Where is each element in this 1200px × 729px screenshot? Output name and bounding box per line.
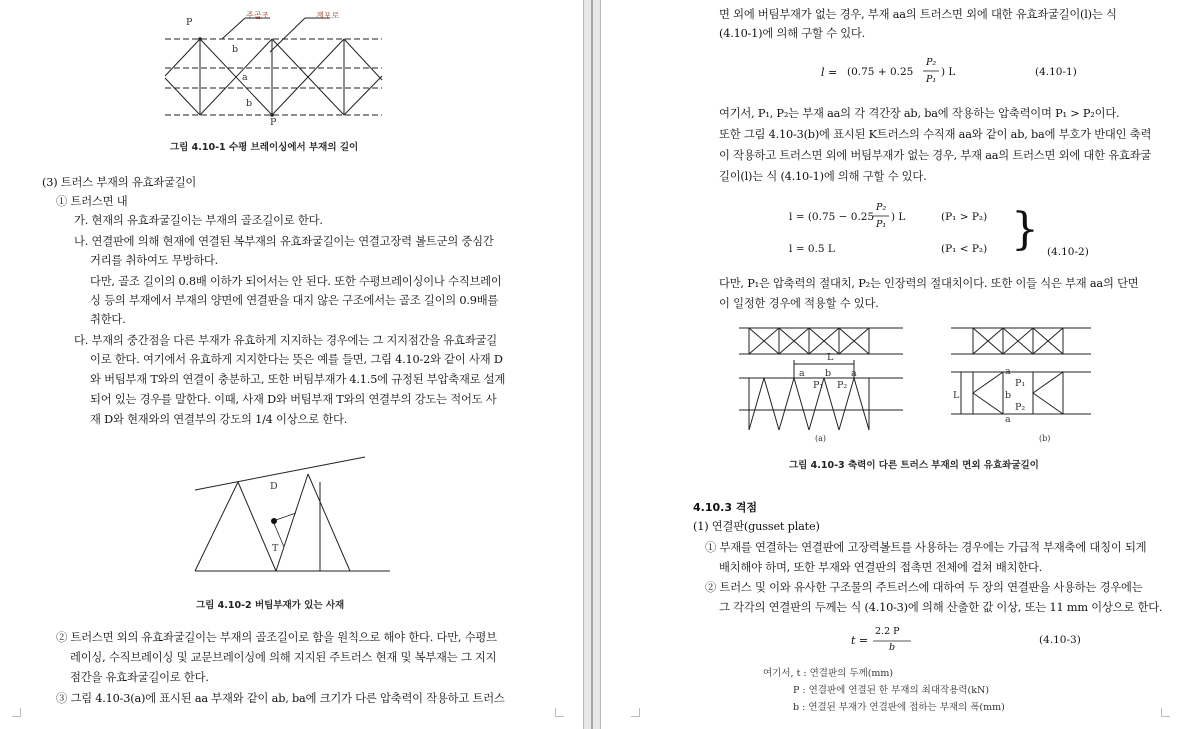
- intro-line2: (4.10-1)에 의해 구할 수 있다.: [719, 27, 866, 40]
- para2-line4: 길이(l)는 식 (4.10-1)에 의해 구할 수 있다.: [719, 170, 927, 183]
- fig2-label-t: T: [272, 543, 279, 554]
- eq2-number: (4.10-2): [1047, 246, 1089, 258]
- left-page: [0, 0, 583, 729]
- eq2-brace: }: [1011, 204, 1039, 255]
- page-corner-mark: [631, 708, 640, 717]
- item-2-line1: ② 트러스면 외의 유효좌굴길이는 부재의 골조길이로 함을 원칙으로 해야 한다. 다만, 수평브: [56, 631, 497, 644]
- eq2-fraction-bar: [873, 215, 891, 217]
- eq1-fraction-bar: [923, 70, 941, 72]
- paragraph-na-line2: 거리를 취하여도 무방하다.: [90, 254, 219, 267]
- fig3b-label-a2: a: [1005, 414, 1011, 425]
- fig3-sub-b: (b): [1039, 434, 1051, 443]
- para3-line1: 다만, P₁은 압축력의 절대치, P₂는 인장력의 절대치이다. 또한 이들 식은 부재 aa의 단면: [719, 277, 1139, 290]
- eq2-row2-condition: (P₁ < P₂): [941, 243, 988, 255]
- gusset-item1-line1: ① 부재를 연결하는 연결판에 고장력볼트를 사용하는 경우에는 가급적 부재축에 대칭이 되게: [705, 541, 1147, 554]
- page-corner-mark: [555, 708, 564, 717]
- fig1-annot-bracing: 계포로: [316, 11, 340, 20]
- fig3b-label-a1: a: [1005, 366, 1011, 377]
- fig1-label-b-top: b: [232, 44, 239, 55]
- fig3b-label-P2: P₂: [1015, 402, 1026, 413]
- fig1-label-a: a: [242, 72, 248, 83]
- paragraph-da-line1: 다. 부재의 중간점을 다른 부재가 유효하게 지지하는 경우에는 그 지지점간을 유효좌굴길: [74, 334, 497, 347]
- paragraph-da-line3: 와 버팀부재 T와의 연결이 충분하고, 또한 버팀부재가 4.1.5에 규정된 부압축재로 설계: [90, 373, 506, 386]
- eq3-number: (4.10-3): [1039, 634, 1081, 646]
- fig3a-label-b: b: [825, 368, 832, 379]
- para2-line3: 이 작용하고 트러스면 외에 버팀부재가 없는 경우, 부재 aa의 트러스면 외에 대한 유효좌굴: [719, 149, 1152, 162]
- paragraph-na-line3: 다만, 골조 길이의 0.8배 이하가 되어서는 안 된다. 또한 수평브레이싱이나 수직브레이: [90, 275, 502, 288]
- item-3-line1: ③ 그림 4.10-3(a)에 표시된 aa 부재와 같이 ab, ba에 크기가 다른 압축력이 작용하고 트러스: [56, 692, 505, 705]
- page-corner-mark: [1161, 708, 1170, 717]
- para3-line2: 이 일정한 경우에 적용할 수 있다.: [719, 297, 879, 310]
- eq2-numerator: P₂: [876, 202, 887, 213]
- page-corner-mark: [12, 708, 21, 717]
- eq2-row1-lhs: l = (0.75 − 0.25: [789, 211, 875, 223]
- eq3-denominator: b: [889, 642, 896, 653]
- eq3-fraction-bar: [873, 640, 913, 642]
- fig3-caption: 그림 4.10-3 축력이 다른 트러스 부재의 면외 유효좌굴길이: [789, 460, 1039, 471]
- intro-line1: 면 외에 버팀부재가 없는 경우, 부재 aa의 트러스면 외에 대한 유효좌굴길이(l)는 식: [719, 8, 1117, 21]
- paragraph-da-line2: 이로 한다. 여기에서 유효하게 지지한다는 뜻은 예를 들면, 그림 4.10-2와 같이 사재 D: [90, 353, 503, 366]
- para2-line1: 여기서, P₁, P₂는 부재 aa의 각 격간장 ab, ba에 작용하는 압축력이며 P₁ > P₂이다.: [719, 107, 1120, 120]
- fig2-label-d: D: [270, 481, 278, 492]
- fig3a-label-L: L: [827, 352, 834, 363]
- fig1-label-p-top: P: [186, 17, 193, 28]
- fig1-label-p-bottom: P: [270, 117, 277, 128]
- paragraph-ga: 가. 현재의 유효좌굴길이는 부재의 골조길이로 한다.: [74, 214, 323, 227]
- figure-4-10-1: [160, 8, 390, 133]
- gusset-item1-line2: 배치해야 하며, 또한 부재와 연결판의 접촉면 전체에 걸쳐 배치한다.: [719, 561, 1043, 574]
- fig3a-label-P1: P₁: [813, 380, 824, 391]
- eq1-close: ) L: [941, 66, 956, 78]
- eq2-row1-condition: (P₁ > P₂): [941, 211, 988, 223]
- subsection-1-heading: (1) 연결판(gusset plate): [693, 520, 820, 533]
- item-2-line2: 레이싱, 수직브레이싱 및 교문브레이싱에 의해 지지된 주트러스 현재 및 복부재는 그 지지: [70, 651, 497, 664]
- section-4-10-3-heading: 4.10.3 격점: [693, 501, 758, 514]
- paragraph-da-line5: 재 D와 현재와의 연결부의 강도의 1/4 이상으로 한다.: [90, 413, 348, 426]
- fig1-label-b-bottom: b: [246, 98, 253, 109]
- fig3a-label-a2: a: [851, 368, 857, 379]
- paragraph-na-line1: 나. 연결판에 의해 현재에 연결된 복부재의 유효좌굴길이는 연결고장력 볼트군의 중심간: [74, 235, 494, 248]
- fig1-caption: 그림 4.10-1 수평 브레이싱에서 부재의 길이: [170, 142, 359, 153]
- page-divider: [583, 0, 601, 729]
- eq1-open: (0.75 + 0.25: [847, 66, 914, 78]
- fig3a-label-P2: P₂: [837, 380, 848, 391]
- eq3-numerator: 2.2 P: [875, 626, 900, 637]
- fig1-annot-main-frame: 주골조: [246, 11, 270, 20]
- para2-line2: 또한 그림 4.10-3(b)에 표시된 K트러스의 수직재 aa와 같이 ab, ba에 부호가 반대인 축력: [719, 128, 1152, 141]
- figure-4-10-2: [190, 452, 390, 587]
- paragraph-na-line4: 싱 등의 부재에서 부재의 양면에 연결판을 대지 않은 구조에서는 골조 길이의 0.9배를: [90, 294, 499, 307]
- eq1-number: (4.10-1): [1035, 66, 1077, 78]
- eq2-denominator: P₁: [876, 219, 887, 230]
- where-t: 여기서, t : 연결판의 두께(mm): [763, 668, 894, 679]
- gusset-item2-line1: ② 트러스 및 이와 유사한 구조물의 주트러스에 대하여 두 장의 연결판을 사용하는 경우에는: [705, 581, 1143, 594]
- fig3b-label-L: L: [953, 390, 960, 401]
- eq3-lhs: t =: [851, 634, 869, 647]
- fig3b-label-b: b: [1005, 390, 1012, 401]
- item-2-line3: 점간을 유효좌굴길이로 한다.: [70, 671, 209, 684]
- figure-4-10-3-a: [739, 326, 903, 430]
- eq2-row2-lhs: l = 0.5 L: [789, 243, 835, 255]
- fig3a-label-a1: a: [799, 368, 805, 379]
- fig3b-label-P1: P₁: [1015, 378, 1026, 389]
- eq1-numerator: P₂: [926, 57, 937, 68]
- paragraph-da-line4: 되어 있는 경우를 말한다. 이때, 사재 D와 버팀부재 T와의 연결부의 강도는 적어도 사: [90, 393, 497, 406]
- where-b: b : 연결된 부재가 연결판에 접하는 부재의 폭(mm): [793, 702, 1005, 713]
- gusset-item2-line2: 그 각각의 연결판의 두께는 식 (4.10-3)에 의해 산출한 값 이상, 또는 11 mm 이상으로 한다.: [719, 601, 1163, 614]
- section-3-heading: (3) 트러스 부재의 유효좌굴길이: [42, 176, 197, 189]
- fig2-caption: 그림 4.10-2 버팀부재가 있는 사재: [196, 600, 345, 611]
- eq1-denominator: P₁: [926, 74, 937, 85]
- paragraph-na-line5: 취한다.: [90, 313, 126, 326]
- item-1-heading: ① 트러스면 내: [56, 195, 128, 208]
- fig3-sub-a: (a): [815, 434, 827, 443]
- right-page: [601, 0, 1200, 729]
- where-p: P : 연결판에 연결된 한 부재의 최대작용력(kN): [793, 685, 990, 696]
- eq2-row1-close: ) L: [891, 211, 906, 223]
- eq1-lhs: l =: [821, 66, 838, 79]
